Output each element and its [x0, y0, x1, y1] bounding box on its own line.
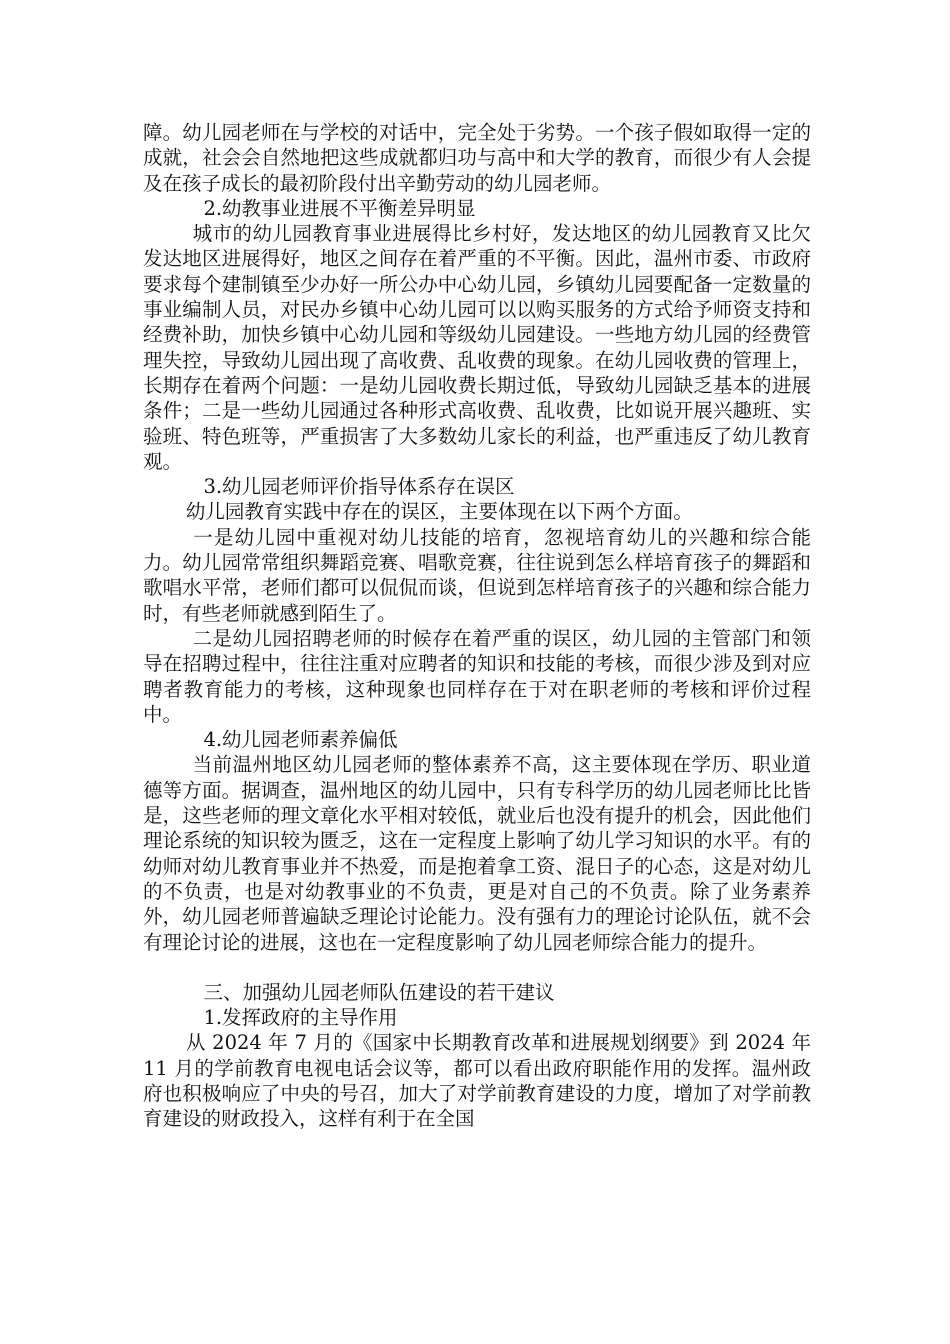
paragraph-intro: 障。幼儿园老师在与学校的对话中，完全处于劣势。一个孩子假如取得一定的成就，社会会自然地把这些成就都归功与高中和大学的教育，而很少有人会提及在孩子成长的最初阶段付出辛勤劳动的幼儿园老师。	[143, 121, 811, 195]
section-heading-suggestions: 三、加强幼儿园老师队伍建设的若干建议	[203, 980, 555, 1004]
paragraph-imbalance: 城市的幼儿园教育事业进展得比乡村好，发达地区的幼儿园教育又比欠发达地区进展得好，地区之间存在着严重的不平衡。因此，温州市委、市政府要求每个建制镇至少办好一所公办中心幼儿园，乡镇幼儿园要配备一定数量的事业编制人员，对民办乡镇中心幼儿园可以以购买服务的方式给予师资支持和经费补助，加快乡镇中心幼儿园和等级幼儿园建设。一些地方幼儿园的经费管理失控，导致幼儿园出现了高收费、乱收费的现象。在幼儿园收费的管理上，长期存在着两个问题：一是幼儿园收费长期过低，导致幼儿园缺乏基本的进展条件；二是一些幼儿园通过各种形式高收费、乱收费，比如说开展兴趣班、实验班、特色班等，严重损害了大多数幼儿家长的利益，也严重违反了幼儿教育观。	[143, 222, 811, 473]
heading-4-quality: 4.幼儿园老师素养偏低	[203, 728, 398, 752]
paragraph-second-point: 二是幼儿园招聘老师的时候存在着严重的误区，幼儿园的主管部门和领导在招聘过程中，往往注重对应聘者的知识和技能的考核，而很少涉及到对应聘者教育能力的考核，这种现象也同样存在于对在职老师的考核和评价过程中。	[143, 626, 811, 726]
paragraph-government: 从 2024 年 7 月的《国家中长期教育改革和进展规划纲要》到 2024 年 11 月的学前教育电视电话会议等，都可以看出政府职能作用的发挥。温州政府也积极响应了中央的号召，加大了对学前教育建设的力度，增加了对学前教育建设的财政投入，这样有利于在全国	[143, 1031, 818, 1131]
heading-3-evaluation: 3.幼儿园老师评价指导体系存在误区	[203, 475, 515, 499]
paragraph-misconceptions: 幼儿园教育实践中存在的误区，主要体现在以下两个方面。	[185, 500, 693, 524]
paragraph-first-point: 一是幼儿园中重视对幼儿技能的培育，忽视培育幼儿的兴趣和综合能力。幼儿园常常组织舞蹈竞赛、唱歌竞赛，往往说到怎么样培育孩子的舞蹈和歌唱水平常，老师们都可以侃侃而谈，但说到怎样培育孩子的兴趣和综合能力时，有些老师就感到陌生了。	[143, 525, 811, 625]
paragraph-quality: 当前温州地区幼儿园老师的整体素养不高，这主要体现在学历、职业道德等方面。据调查，温州地区的幼儿园中，只有专科学历的幼儿园老师比比皆是，这些老师的理文章化水平相对较低，就业后也没有提升的机会，因此他们理论系统的知识较为匮乏，这在一定程度上影响了幼儿学习知识的水平。有的幼师对幼儿教育事业并不热爱，而是抱着拿工资、混日子的心态，这是对幼儿的不负责，也是对幼教事业的不负责，更是对自己的不负责。除了业务素养外，幼儿园老师普遍缺乏理论讨论能力。没有强有力的理论讨论队伍，就不会有理论讨论的进展，这也在一定程度影响了幼儿园老师综合能力的提升。	[143, 753, 811, 954]
heading-2-imbalance: 2.幼教事业进展不平衡差异明显	[203, 196, 476, 220]
heading-1-government: 1.发挥政府的主导作用	[203, 1006, 398, 1030]
section-gap	[143, 955, 811, 980]
document-page	[143, 120, 818, 1132]
